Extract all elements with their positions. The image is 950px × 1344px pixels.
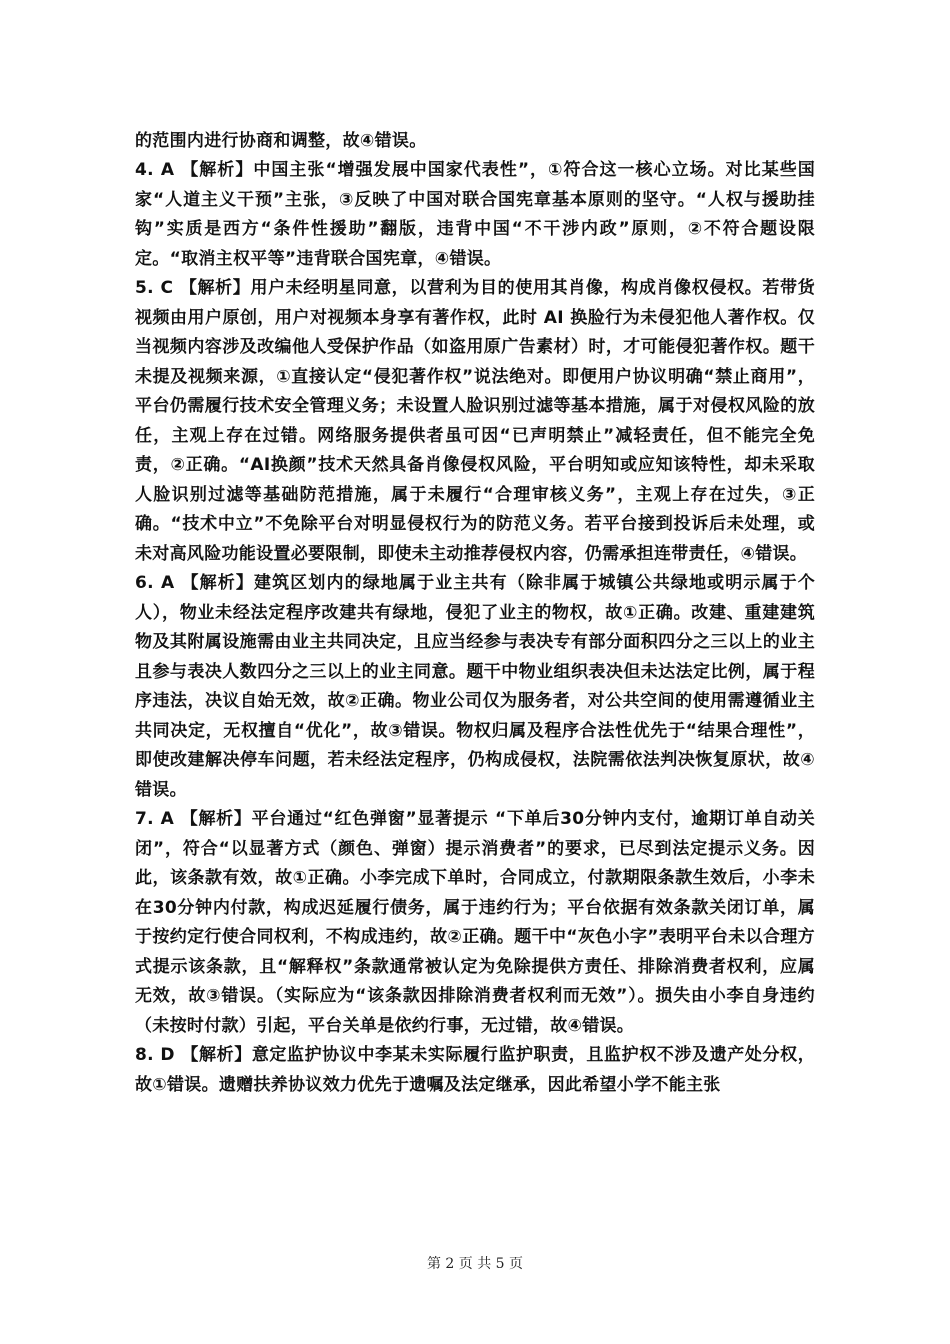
page-footer: 第 2 页 共 5 页	[426, 1256, 524, 1272]
answer-choice: A	[160, 160, 175, 180]
analysis-tag: 【解析】	[181, 1045, 252, 1065]
answer-number: 7.	[135, 809, 154, 829]
analysis-text: 平台通过“红色弹窗”显著提示 “下单后30分钟内支付，逾期订单自动关闭”，符合“以显著方式（颜色、弹窗）提示消费者”的要求，已尽到法定提示义务。因此，该条款有效，故①正确。小李完成下单时，合同成立，付款期限条款生效后，小李未在30分钟内付款，构成迟延履行债务，属于违约行为；平台依据有效条款关闭订单，属于按约定行使合同权利，不构成违约，故②正确。题干中“灰色小字”表明平台未以合理方式提示该条款，且“解释权”条款通常被认定为免除提供方责任、排除消费者权利，应属无效，故③错误。（实际应为“该条款因排除消费者权利而无效”）。损失由小李自身违约（未按时付款）引起，平台关单是依约行事，无过错，故④错误。	[135, 809, 816, 1036]
answer-choice: A	[160, 809, 175, 829]
analysis-text: 意定监护协议中李某未实际履行监护职责，且监护权不涉及遗产处分权，故①错误。遗赠扶养协议效力优先于遗嘱及法定继承，因此希望小学不能主张	[135, 1045, 815, 1095]
answer-choice: A	[160, 573, 175, 593]
answer-item-5	[135, 274, 815, 569]
analysis-tag: 【解析】	[180, 809, 252, 829]
analysis-tag: 【解析】	[179, 278, 251, 298]
analysis-tag: 【解析】	[181, 573, 254, 593]
answer-item-7	[135, 805, 815, 1041]
analysis-text: 建筑区划内的绿地属于业主共有（除非属于城镇公共绿地或明示属于个人），物业未经法定程序改建共有绿地，侵犯了业主的物权，故①正确。改建、重建建筑物及其附属设施需由业主共同决定，且应当经参与表决专有部分面积四分之三以上的业主且参与表决人数四分之三以上的业主同意。题干中物业组织表决但未达法定比例，属于程序违法，决议自始无效，故②正确。物业公司仅为服务者，对公共空间的使用需遵循业主共同决定，无权擅自“优化”，故③错误。物权归属及程序合法性优先于“结果合理性”，即使改建解决停车问题，若未经法定程序，仍构成侵权，法院需依法判决恢复原状，故④错误。	[135, 573, 815, 800]
analysis-tag: 【解析】	[181, 160, 254, 180]
answer-item-8	[135, 1041, 815, 1100]
analysis-text: 中国主张“增强发展中国家代表性”，①符合这一核心立场。对比某些国家“人道主义干预”主张，③反映了中国对联合国宪章基本原则的坚守。“人权与援助挂钩”实质是西方“条件性援助”翻版，违背中国“不干涉内政”原则，②不符合题设限定。“取消主权平等”违背联合国宪章，④错误。	[135, 160, 816, 269]
answer-choice: C	[160, 278, 174, 298]
continuation-text: 的范围内进行协商和调整，故④错误。	[135, 131, 427, 151]
answer-choice: D	[160, 1045, 175, 1065]
answer-item-6	[135, 569, 815, 805]
answer-number: 6.	[135, 573, 154, 593]
answer-item-4	[135, 156, 815, 274]
answer-number: 4.	[135, 160, 154, 180]
analysis-text: 用户未经明星同意，以营利为目的使用其肖像，构成肖像权侵权。若带货视频由用户原创，用户对视频本身享有著作权，此时 AI 换脸行为未侵犯他人著作权。仅当视频内容涉及改编他人受保护作品（如盗用原广告素材）时，才可能侵犯著作权。题干未提及视频来源，①直接认定“侵犯著作权”说法绝对。即便用户协议明确“禁止商用”，平台仍需履行技术安全管理义务；未设置人脸识别过滤等基本措施，属于对侵权风险的放任，主观上存在过错。网络服务提供者虽可因“已声明禁止”减轻责任，但不能完全免责，②正确。“AI换颜”技术天然具备肖像侵权风险，平台明知或应知该特性，却未采取人脸识别过滤等基础防范措施，属于未履行“合理审核义务”，主观上存在过失，③正确。“技术中立”不免除平台对明显侵权行为的防范义务。若平台接到投诉后未处理，或未对高风险功能设置必要限制，即使未主动推荐侵权内容，仍需承担连带责任，④错误。	[135, 278, 816, 564]
answer-number: 8.	[135, 1045, 154, 1065]
answer-list	[135, 156, 815, 1100]
answer-number: 5.	[135, 278, 154, 298]
